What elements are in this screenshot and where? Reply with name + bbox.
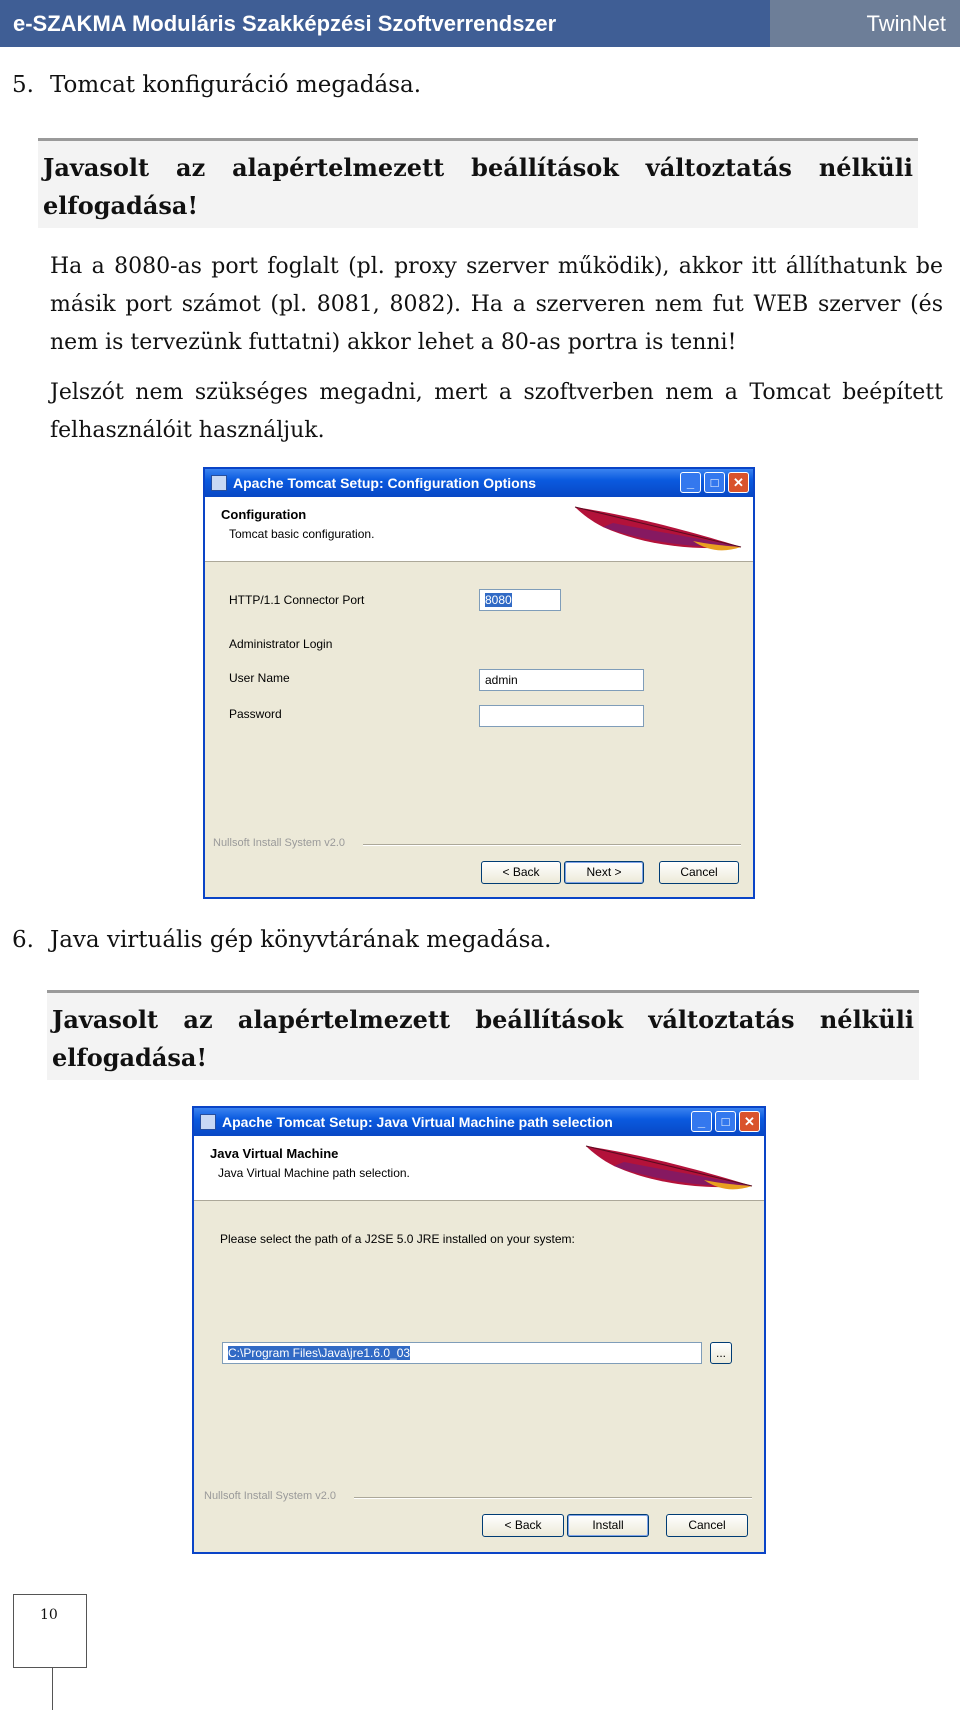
close-icon[interactable]: ✕	[728, 472, 749, 493]
setup-app-icon	[211, 475, 227, 491]
admin-login-label: Administrator Login	[229, 637, 333, 651]
header-banner	[194, 1136, 764, 1201]
cancel-button[interactable]: Cancel	[659, 861, 739, 884]
note-line-2: elfogadása!	[43, 191, 198, 220]
step-title: Java virtuális gép könyvtárának megadása.	[50, 927, 552, 953]
step-6-heading	[12, 927, 551, 953]
config-options-dialog	[203, 467, 755, 899]
page-number: 10	[40, 1607, 58, 1623]
page-header	[0, 0, 960, 47]
banner-title: Configuration	[221, 507, 307, 522]
recommendation-note-1	[38, 138, 918, 228]
header-title: e-SZAKMA Moduláris Szakképzési Szoftverrendszer	[0, 0, 770, 47]
nsis-label: Nullsoft Install System v2.0	[204, 1490, 337, 1502]
jre-path-value: C:\Program Files\Java\jre1.6.0_03	[228, 1346, 411, 1360]
minimize-icon[interactable]: _	[691, 1111, 712, 1132]
note-line-1: Javasolt az alapértelmezett beállítások változtatás nélküli	[43, 153, 913, 182]
password-paragraph: Jelszót nem szükséges megadni, mert a szoftverben nem a Tomcat beépített felhasználóit használjuk.	[50, 380, 943, 443]
note-line-2: elfogadása!	[52, 1043, 207, 1072]
maximize-icon[interactable]: □	[704, 472, 725, 493]
divider	[354, 1497, 752, 1499]
page-number-box	[13, 1594, 87, 1668]
window-title: Apache Tomcat Setup: Configuration Options	[233, 475, 537, 491]
password-input[interactable]	[479, 705, 644, 727]
title-bar	[205, 469, 753, 497]
page-number-line	[52, 1668, 53, 1710]
step-5-heading	[12, 72, 421, 98]
jre-path-input[interactable]	[222, 1342, 702, 1364]
back-button[interactable]: < Back	[482, 1514, 564, 1537]
port-input[interactable]	[479, 589, 561, 611]
note-line-1: Javasolt az alapértelmezett beállítások változtatás nélküli	[52, 1005, 914, 1034]
step-number: 5.	[12, 72, 34, 98]
recommendation-note-2	[47, 990, 919, 1080]
header-banner	[205, 497, 753, 562]
nsis-label: Nullsoft Install System v2.0	[213, 837, 346, 849]
setup-app-icon	[200, 1114, 216, 1130]
cancel-button[interactable]: Cancel	[666, 1514, 748, 1537]
window-title: Apache Tomcat Setup: Java Virtual Machine path selection	[222, 1114, 613, 1130]
port-value: 8080	[485, 593, 512, 607]
header-brand: TwinNet	[770, 0, 960, 47]
username-input[interactable]: admin	[479, 669, 644, 691]
banner-subtitle: Tomcat basic configuration.	[229, 527, 375, 541]
apache-feather-icon	[573, 501, 743, 557]
install-button[interactable]: Install	[567, 1514, 649, 1537]
banner-title: Java Virtual Machine	[210, 1146, 339, 1161]
password-label: Password	[229, 707, 282, 721]
back-button[interactable]: < Back	[481, 861, 561, 884]
browse-button[interactable]: ...	[710, 1342, 732, 1364]
jre-prompt-label: Please select the path of a J2SE 5.0 JRE installed on your system:	[220, 1232, 575, 1246]
apache-feather-icon	[584, 1140, 754, 1196]
minimize-icon[interactable]: _	[680, 472, 701, 493]
maximize-icon[interactable]: □	[715, 1111, 736, 1132]
divider	[363, 844, 741, 846]
port-label: HTTP/1.1 Connector Port	[229, 593, 365, 607]
banner-subtitle: Java Virtual Machine path selection.	[218, 1166, 410, 1180]
step-number: 6.	[12, 927, 34, 953]
jvm-path-dialog	[192, 1106, 766, 1554]
step-title: Tomcat konfiguráció megadása.	[50, 72, 422, 98]
username-label: User Name	[229, 671, 290, 685]
port-paragraph: Ha a 8080-as port foglalt (pl. proxy szerver működik), akkor itt állíthatunk be másik port számot (pl. 8081, 8082). Ha a szerveren nem fut WEB szerver (és nem is tervezünk futtatni) akkor lehet a 80-as portra is tenni!	[50, 254, 943, 355]
close-icon[interactable]: ✕	[739, 1111, 760, 1132]
title-bar	[194, 1108, 764, 1136]
next-button[interactable]: Next >	[564, 861, 644, 884]
